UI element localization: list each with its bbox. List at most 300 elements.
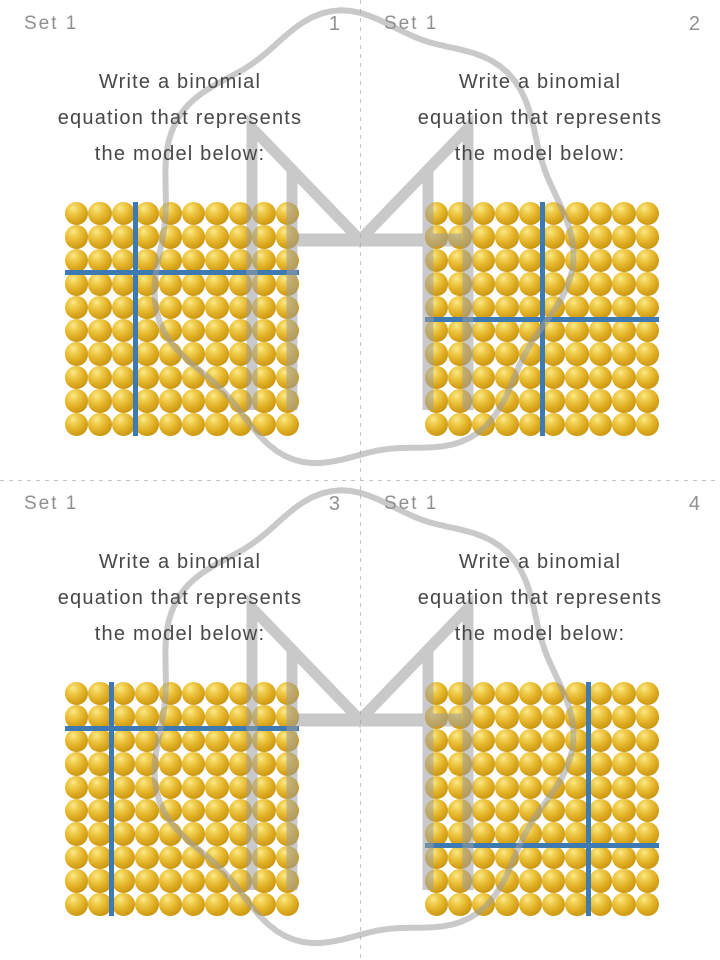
golden-bead	[112, 225, 135, 248]
golden-bead	[276, 869, 299, 892]
golden-bead	[65, 869, 88, 892]
golden-bead	[636, 319, 659, 342]
golden-bead	[252, 272, 275, 295]
golden-bead	[88, 413, 111, 436]
prompt-line-1: Write a binomial	[458, 551, 622, 573]
golden-bead	[159, 822, 182, 845]
golden-bead	[229, 869, 252, 892]
golden-bead	[205, 869, 228, 892]
golden-bead	[229, 822, 252, 845]
golden-bead	[135, 342, 158, 365]
set-label: Set 1	[24, 13, 79, 34]
golden-bead	[205, 776, 228, 799]
golden-bead	[112, 366, 135, 389]
golden-bead	[112, 705, 135, 728]
golden-bead	[612, 389, 635, 412]
golden-bead	[229, 705, 252, 728]
golden-bead	[276, 389, 299, 412]
golden-bead	[112, 202, 135, 225]
golden-bead	[612, 869, 635, 892]
golden-bead	[205, 296, 228, 319]
set-label: Set 1	[384, 493, 439, 514]
golden-bead	[636, 705, 659, 728]
golden-bead	[135, 869, 158, 892]
golden-bead	[88, 822, 111, 845]
golden-bead	[159, 893, 182, 916]
golden-bead	[519, 389, 542, 412]
split-line-vertical	[586, 682, 591, 916]
golden-bead	[229, 272, 252, 295]
golden-bead	[88, 799, 111, 822]
golden-bead	[112, 319, 135, 342]
prompt-text	[0, 544, 360, 652]
split-line-vertical	[109, 682, 114, 916]
golden-bead	[182, 705, 205, 728]
golden-bead	[112, 869, 135, 892]
golden-bead	[636, 249, 659, 272]
task-card-2	[360, 0, 720, 480]
golden-bead	[425, 272, 448, 295]
golden-bead	[205, 682, 228, 705]
golden-bead	[448, 776, 471, 799]
golden-bead	[565, 413, 588, 436]
golden-bead	[229, 413, 252, 436]
golden-bead	[205, 705, 228, 728]
golden-bead	[135, 272, 158, 295]
golden-bead	[276, 822, 299, 845]
golden-bead	[589, 296, 612, 319]
golden-bead	[636, 893, 659, 916]
golden-bead	[472, 799, 495, 822]
golden-bead	[542, 389, 565, 412]
golden-bead	[495, 799, 518, 822]
golden-bead	[589, 202, 612, 225]
golden-bead	[636, 225, 659, 248]
golden-bead	[65, 249, 88, 272]
golden-bead	[182, 682, 205, 705]
golden-bead	[542, 272, 565, 295]
golden-bead	[448, 296, 471, 319]
golden-bead	[495, 413, 518, 436]
golden-bead	[448, 366, 471, 389]
golden-bead	[495, 272, 518, 295]
golden-bead	[542, 705, 565, 728]
golden-bead	[182, 846, 205, 869]
golden-bead	[159, 752, 182, 775]
golden-bead	[589, 225, 612, 248]
golden-bead	[636, 752, 659, 775]
golden-bead	[182, 342, 205, 365]
golden-bead	[589, 822, 612, 845]
golden-bead	[229, 752, 252, 775]
golden-bead	[472, 752, 495, 775]
golden-bead	[205, 846, 228, 869]
golden-bead	[182, 389, 205, 412]
golden-bead	[495, 705, 518, 728]
golden-bead	[565, 705, 588, 728]
golden-bead	[135, 729, 158, 752]
golden-bead	[205, 272, 228, 295]
golden-bead	[276, 202, 299, 225]
golden-bead	[612, 752, 635, 775]
golden-bead	[425, 729, 448, 752]
golden-bead	[448, 249, 471, 272]
golden-bead	[519, 822, 542, 845]
golden-bead	[495, 389, 518, 412]
golden-bead	[182, 272, 205, 295]
golden-bead	[276, 893, 299, 916]
golden-bead	[252, 319, 275, 342]
golden-bead	[65, 776, 88, 799]
golden-bead	[636, 822, 659, 845]
golden-bead	[276, 272, 299, 295]
golden-bead	[205, 752, 228, 775]
golden-bead	[425, 752, 448, 775]
golden-bead	[182, 752, 205, 775]
golden-bead	[589, 729, 612, 752]
golden-bead	[589, 249, 612, 272]
golden-bead	[495, 869, 518, 892]
split-line-horizontal	[425, 317, 659, 322]
golden-bead	[565, 869, 588, 892]
golden-bead	[425, 799, 448, 822]
golden-bead	[159, 413, 182, 436]
golden-bead	[112, 389, 135, 412]
golden-bead	[182, 729, 205, 752]
golden-bead	[589, 846, 612, 869]
golden-bead	[472, 342, 495, 365]
golden-bead	[425, 413, 448, 436]
golden-bead	[636, 413, 659, 436]
golden-bead	[542, 682, 565, 705]
golden-bead	[542, 225, 565, 248]
golden-bead	[135, 296, 158, 319]
golden-bead	[205, 799, 228, 822]
golden-bead	[88, 705, 111, 728]
golden-bead	[519, 225, 542, 248]
golden-bead	[182, 413, 205, 436]
golden-bead	[112, 413, 135, 436]
bead-grid	[425, 202, 659, 436]
golden-bead	[589, 319, 612, 342]
prompt-line-3: the model below:	[454, 143, 626, 165]
golden-bead	[252, 413, 275, 436]
golden-bead	[229, 799, 252, 822]
golden-bead	[182, 249, 205, 272]
card-header	[384, 493, 702, 516]
golden-bead	[65, 366, 88, 389]
golden-bead	[159, 846, 182, 869]
golden-bead	[612, 729, 635, 752]
prompt-line-2: equation that represents	[417, 587, 663, 609]
golden-bead	[65, 893, 88, 916]
golden-bead	[112, 776, 135, 799]
golden-bead	[542, 296, 565, 319]
golden-bead	[182, 319, 205, 342]
task-card-1	[0, 0, 360, 480]
golden-bead	[88, 319, 111, 342]
golden-bead	[448, 225, 471, 248]
golden-bead	[565, 776, 588, 799]
golden-bead	[472, 682, 495, 705]
golden-bead	[495, 319, 518, 342]
golden-bead	[276, 249, 299, 272]
golden-bead	[182, 225, 205, 248]
golden-bead	[565, 729, 588, 752]
golden-bead	[252, 296, 275, 319]
golden-bead	[252, 752, 275, 775]
prompt-line-1: Write a binomial	[98, 551, 262, 573]
golden-bead	[276, 705, 299, 728]
prompt-text	[0, 64, 360, 172]
card-number: 4	[688, 493, 702, 515]
golden-bead	[159, 225, 182, 248]
golden-bead	[565, 366, 588, 389]
prompt-line-2: equation that represents	[417, 107, 663, 129]
golden-bead	[205, 319, 228, 342]
golden-bead	[519, 342, 542, 365]
golden-bead	[448, 799, 471, 822]
golden-bead	[135, 202, 158, 225]
golden-bead	[65, 752, 88, 775]
golden-bead	[182, 822, 205, 845]
golden-bead	[229, 893, 252, 916]
cut-line-horizontal	[0, 480, 720, 481]
golden-bead	[636, 366, 659, 389]
golden-bead	[135, 389, 158, 412]
golden-bead	[229, 296, 252, 319]
golden-bead	[276, 776, 299, 799]
golden-bead	[589, 752, 612, 775]
golden-bead	[495, 846, 518, 869]
golden-bead	[495, 682, 518, 705]
golden-bead	[472, 296, 495, 319]
golden-bead	[472, 389, 495, 412]
golden-bead	[252, 682, 275, 705]
golden-bead	[448, 413, 471, 436]
golden-bead	[542, 846, 565, 869]
golden-bead	[636, 776, 659, 799]
golden-bead	[65, 319, 88, 342]
prompt-line-2: equation that represents	[57, 587, 303, 609]
golden-bead	[495, 225, 518, 248]
golden-bead	[495, 822, 518, 845]
golden-bead	[205, 389, 228, 412]
golden-bead	[65, 682, 88, 705]
card-number: 2	[688, 13, 702, 35]
golden-bead	[612, 893, 635, 916]
golden-bead	[88, 846, 111, 869]
golden-bead	[472, 846, 495, 869]
golden-bead	[636, 342, 659, 365]
golden-bead	[276, 799, 299, 822]
golden-bead	[425, 822, 448, 845]
golden-bead	[519, 893, 542, 916]
golden-bead	[519, 272, 542, 295]
golden-bead	[542, 752, 565, 775]
prompt-line-3: the model below:	[94, 623, 266, 645]
golden-bead	[159, 729, 182, 752]
bead-grid	[65, 202, 299, 436]
golden-bead	[112, 893, 135, 916]
golden-bead	[589, 893, 612, 916]
golden-bead	[565, 319, 588, 342]
golden-bead	[276, 752, 299, 775]
golden-bead	[495, 296, 518, 319]
golden-bead	[519, 776, 542, 799]
golden-bead	[589, 413, 612, 436]
golden-bead	[519, 296, 542, 319]
golden-bead	[159, 202, 182, 225]
split-line-horizontal	[65, 726, 299, 731]
golden-bead	[448, 822, 471, 845]
golden-bead	[448, 893, 471, 916]
golden-bead	[565, 202, 588, 225]
golden-bead	[589, 389, 612, 412]
golden-bead	[472, 893, 495, 916]
golden-bead	[276, 296, 299, 319]
golden-bead	[229, 729, 252, 752]
golden-bead	[182, 296, 205, 319]
bead-grid	[65, 682, 299, 916]
card-number: 3	[328, 493, 342, 515]
golden-bead	[88, 752, 111, 775]
golden-bead	[448, 342, 471, 365]
golden-bead	[565, 682, 588, 705]
golden-bead	[65, 202, 88, 225]
golden-bead	[159, 319, 182, 342]
golden-bead	[425, 249, 448, 272]
golden-bead	[65, 413, 88, 436]
golden-bead	[88, 729, 111, 752]
golden-bead	[448, 705, 471, 728]
golden-bead	[112, 272, 135, 295]
golden-bead	[205, 225, 228, 248]
golden-bead	[519, 202, 542, 225]
golden-bead	[229, 225, 252, 248]
golden-bead	[135, 705, 158, 728]
golden-bead	[276, 225, 299, 248]
golden-bead	[542, 869, 565, 892]
golden-bead	[565, 249, 588, 272]
golden-bead	[88, 389, 111, 412]
golden-bead	[612, 366, 635, 389]
golden-bead	[519, 319, 542, 342]
golden-bead	[495, 893, 518, 916]
golden-bead	[472, 869, 495, 892]
golden-bead	[519, 366, 542, 389]
golden-bead	[65, 846, 88, 869]
golden-bead	[205, 893, 228, 916]
golden-bead	[425, 705, 448, 728]
golden-bead	[472, 272, 495, 295]
golden-bead	[159, 389, 182, 412]
golden-bead	[252, 776, 275, 799]
golden-bead	[612, 272, 635, 295]
golden-bead	[495, 776, 518, 799]
golden-bead	[612, 413, 635, 436]
golden-bead	[112, 682, 135, 705]
golden-bead	[135, 822, 158, 845]
prompt-line-2: equation that represents	[57, 107, 303, 129]
card-number: 1	[328, 13, 342, 35]
golden-bead	[205, 413, 228, 436]
golden-bead	[229, 682, 252, 705]
golden-bead	[636, 296, 659, 319]
golden-bead	[636, 202, 659, 225]
golden-bead	[448, 202, 471, 225]
golden-bead	[519, 752, 542, 775]
golden-bead	[425, 846, 448, 869]
golden-bead	[612, 799, 635, 822]
card-header	[24, 13, 342, 36]
golden-bead	[565, 296, 588, 319]
task-card-4	[360, 480, 720, 960]
golden-bead	[425, 682, 448, 705]
golden-bead	[229, 846, 252, 869]
golden-bead	[252, 846, 275, 869]
golden-bead	[612, 249, 635, 272]
golden-bead	[229, 366, 252, 389]
golden-bead	[252, 202, 275, 225]
golden-bead	[425, 776, 448, 799]
golden-bead	[112, 249, 135, 272]
split-line-horizontal	[425, 843, 659, 848]
golden-bead	[88, 249, 111, 272]
golden-bead	[495, 342, 518, 365]
golden-bead	[519, 869, 542, 892]
prompt-line-3: the model below:	[94, 143, 266, 165]
golden-bead	[252, 249, 275, 272]
golden-bead	[612, 846, 635, 869]
golden-bead	[182, 202, 205, 225]
golden-bead	[159, 342, 182, 365]
golden-bead	[636, 389, 659, 412]
golden-bead	[135, 682, 158, 705]
golden-bead	[519, 846, 542, 869]
golden-bead	[229, 776, 252, 799]
golden-bead	[519, 729, 542, 752]
golden-bead	[252, 705, 275, 728]
golden-bead	[135, 225, 158, 248]
golden-bead	[252, 893, 275, 916]
golden-bead	[495, 752, 518, 775]
golden-bead	[182, 893, 205, 916]
golden-bead	[88, 296, 111, 319]
golden-bead	[229, 389, 252, 412]
golden-bead	[425, 342, 448, 365]
card-header	[384, 13, 702, 36]
bead-grid	[425, 682, 659, 916]
golden-bead	[565, 799, 588, 822]
golden-bead	[589, 869, 612, 892]
golden-bead	[472, 366, 495, 389]
golden-bead	[542, 799, 565, 822]
golden-bead	[636, 272, 659, 295]
golden-bead	[519, 249, 542, 272]
golden-bead	[636, 846, 659, 869]
golden-bead	[159, 682, 182, 705]
card-header	[24, 493, 342, 516]
golden-bead	[205, 342, 228, 365]
prompt-line-1: Write a binomial	[98, 71, 262, 93]
golden-bead	[135, 846, 158, 869]
golden-bead	[565, 272, 588, 295]
golden-bead	[276, 319, 299, 342]
golden-bead	[159, 366, 182, 389]
golden-bead	[276, 342, 299, 365]
golden-bead	[565, 342, 588, 365]
